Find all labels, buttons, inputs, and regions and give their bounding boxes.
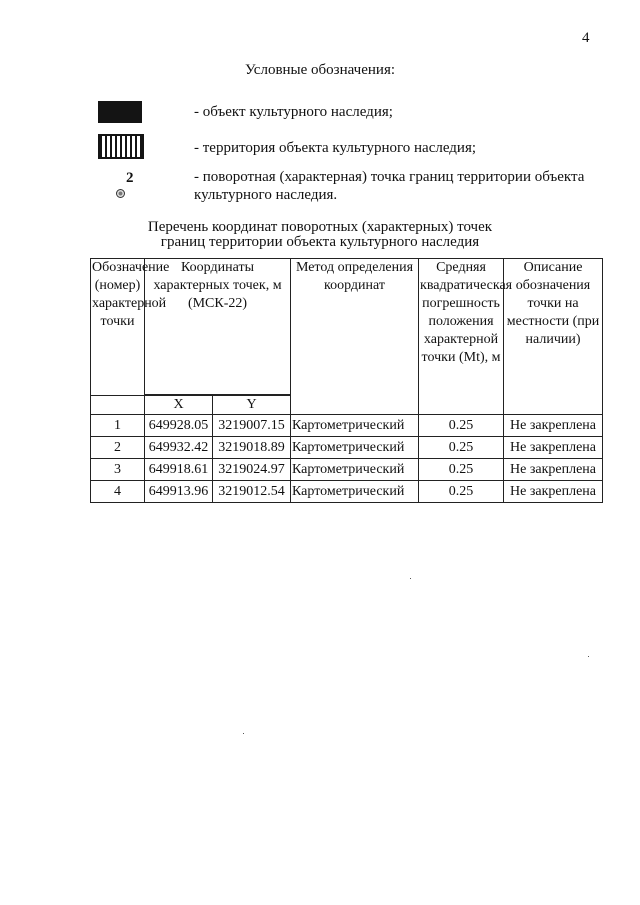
turning-point-icon	[116, 189, 125, 198]
header-y: Y	[213, 396, 291, 415]
cultural-heritage-object-icon	[98, 101, 142, 123]
cell-x: 649928.05	[145, 415, 213, 437]
cell-y: 3219007.15	[213, 415, 291, 437]
header-coordinates: Координаты характерных точек, м (МСК-22)	[145, 259, 291, 395]
header-method: Метод определения координат	[291, 259, 419, 415]
cell-error: 0.25	[419, 459, 504, 481]
cell-method: Картометрический	[291, 459, 419, 481]
cell-x: 649932.42	[145, 437, 213, 459]
header-designation-spacer	[91, 396, 145, 415]
cell-description: Не закреплена	[504, 415, 603, 437]
table-row	[91, 437, 603, 459]
cell-number: 3	[91, 459, 145, 481]
header-error: Средняя квадратическая погрешность положения характерной точки (Mt), м	[419, 259, 504, 415]
turning-point-number: 2	[126, 170, 134, 186]
cell-description: Не закреплена	[504, 481, 603, 503]
coordinates-table	[90, 258, 603, 503]
cell-y: 3219012.54	[213, 481, 291, 503]
cell-x: 649918.61	[145, 459, 213, 481]
cell-x: 649913.96	[145, 481, 213, 503]
cell-error: 0.25	[419, 437, 504, 459]
cell-description: Не закреплена	[504, 437, 603, 459]
cell-method: Картометрический	[291, 437, 419, 459]
page-number: 4	[582, 30, 590, 46]
cell-method: Картометрический	[291, 481, 419, 503]
cell-number: 1	[91, 415, 145, 437]
scan-speck	[410, 578, 411, 579]
cell-error: 0.25	[419, 415, 504, 437]
table-row	[91, 459, 603, 481]
cell-method: Картометрический	[291, 415, 419, 437]
header-x: X	[145, 396, 213, 415]
cell-y: 3219018.89	[213, 437, 291, 459]
header-description: Описание обозначения точки на местности (при наличии)	[504, 259, 603, 415]
table-title-line1: Перечень координат поворотных (характерных) точек	[147, 219, 493, 235]
cell-number: 2	[91, 437, 145, 459]
cell-number: 4	[91, 481, 145, 503]
table-title	[0, 220, 640, 250]
scan-speck	[588, 656, 589, 657]
legend-item-object: - объект культурного наследия;	[194, 104, 393, 120]
legend-item-territory: - территория объекта культурного наследия;	[194, 140, 477, 156]
cell-y: 3219024.97	[213, 459, 291, 481]
legend-item-turning-point: - поворотная (характерная) точка границ территории объекта культурного наследия.	[194, 169, 585, 203]
heritage-territory-icon	[98, 134, 144, 159]
cell-error: 0.25	[419, 481, 504, 503]
scan-speck	[243, 733, 244, 734]
header-designation: Обозначение (номер) характерной точки	[91, 259, 145, 396]
cell-description: Не закреплена	[504, 459, 603, 481]
legend-title: Условные обозначения:	[244, 62, 396, 78]
table-title-line2: границ территории объекта культурного наследия	[160, 234, 480, 250]
table-row	[91, 415, 603, 437]
table-row	[91, 481, 603, 503]
